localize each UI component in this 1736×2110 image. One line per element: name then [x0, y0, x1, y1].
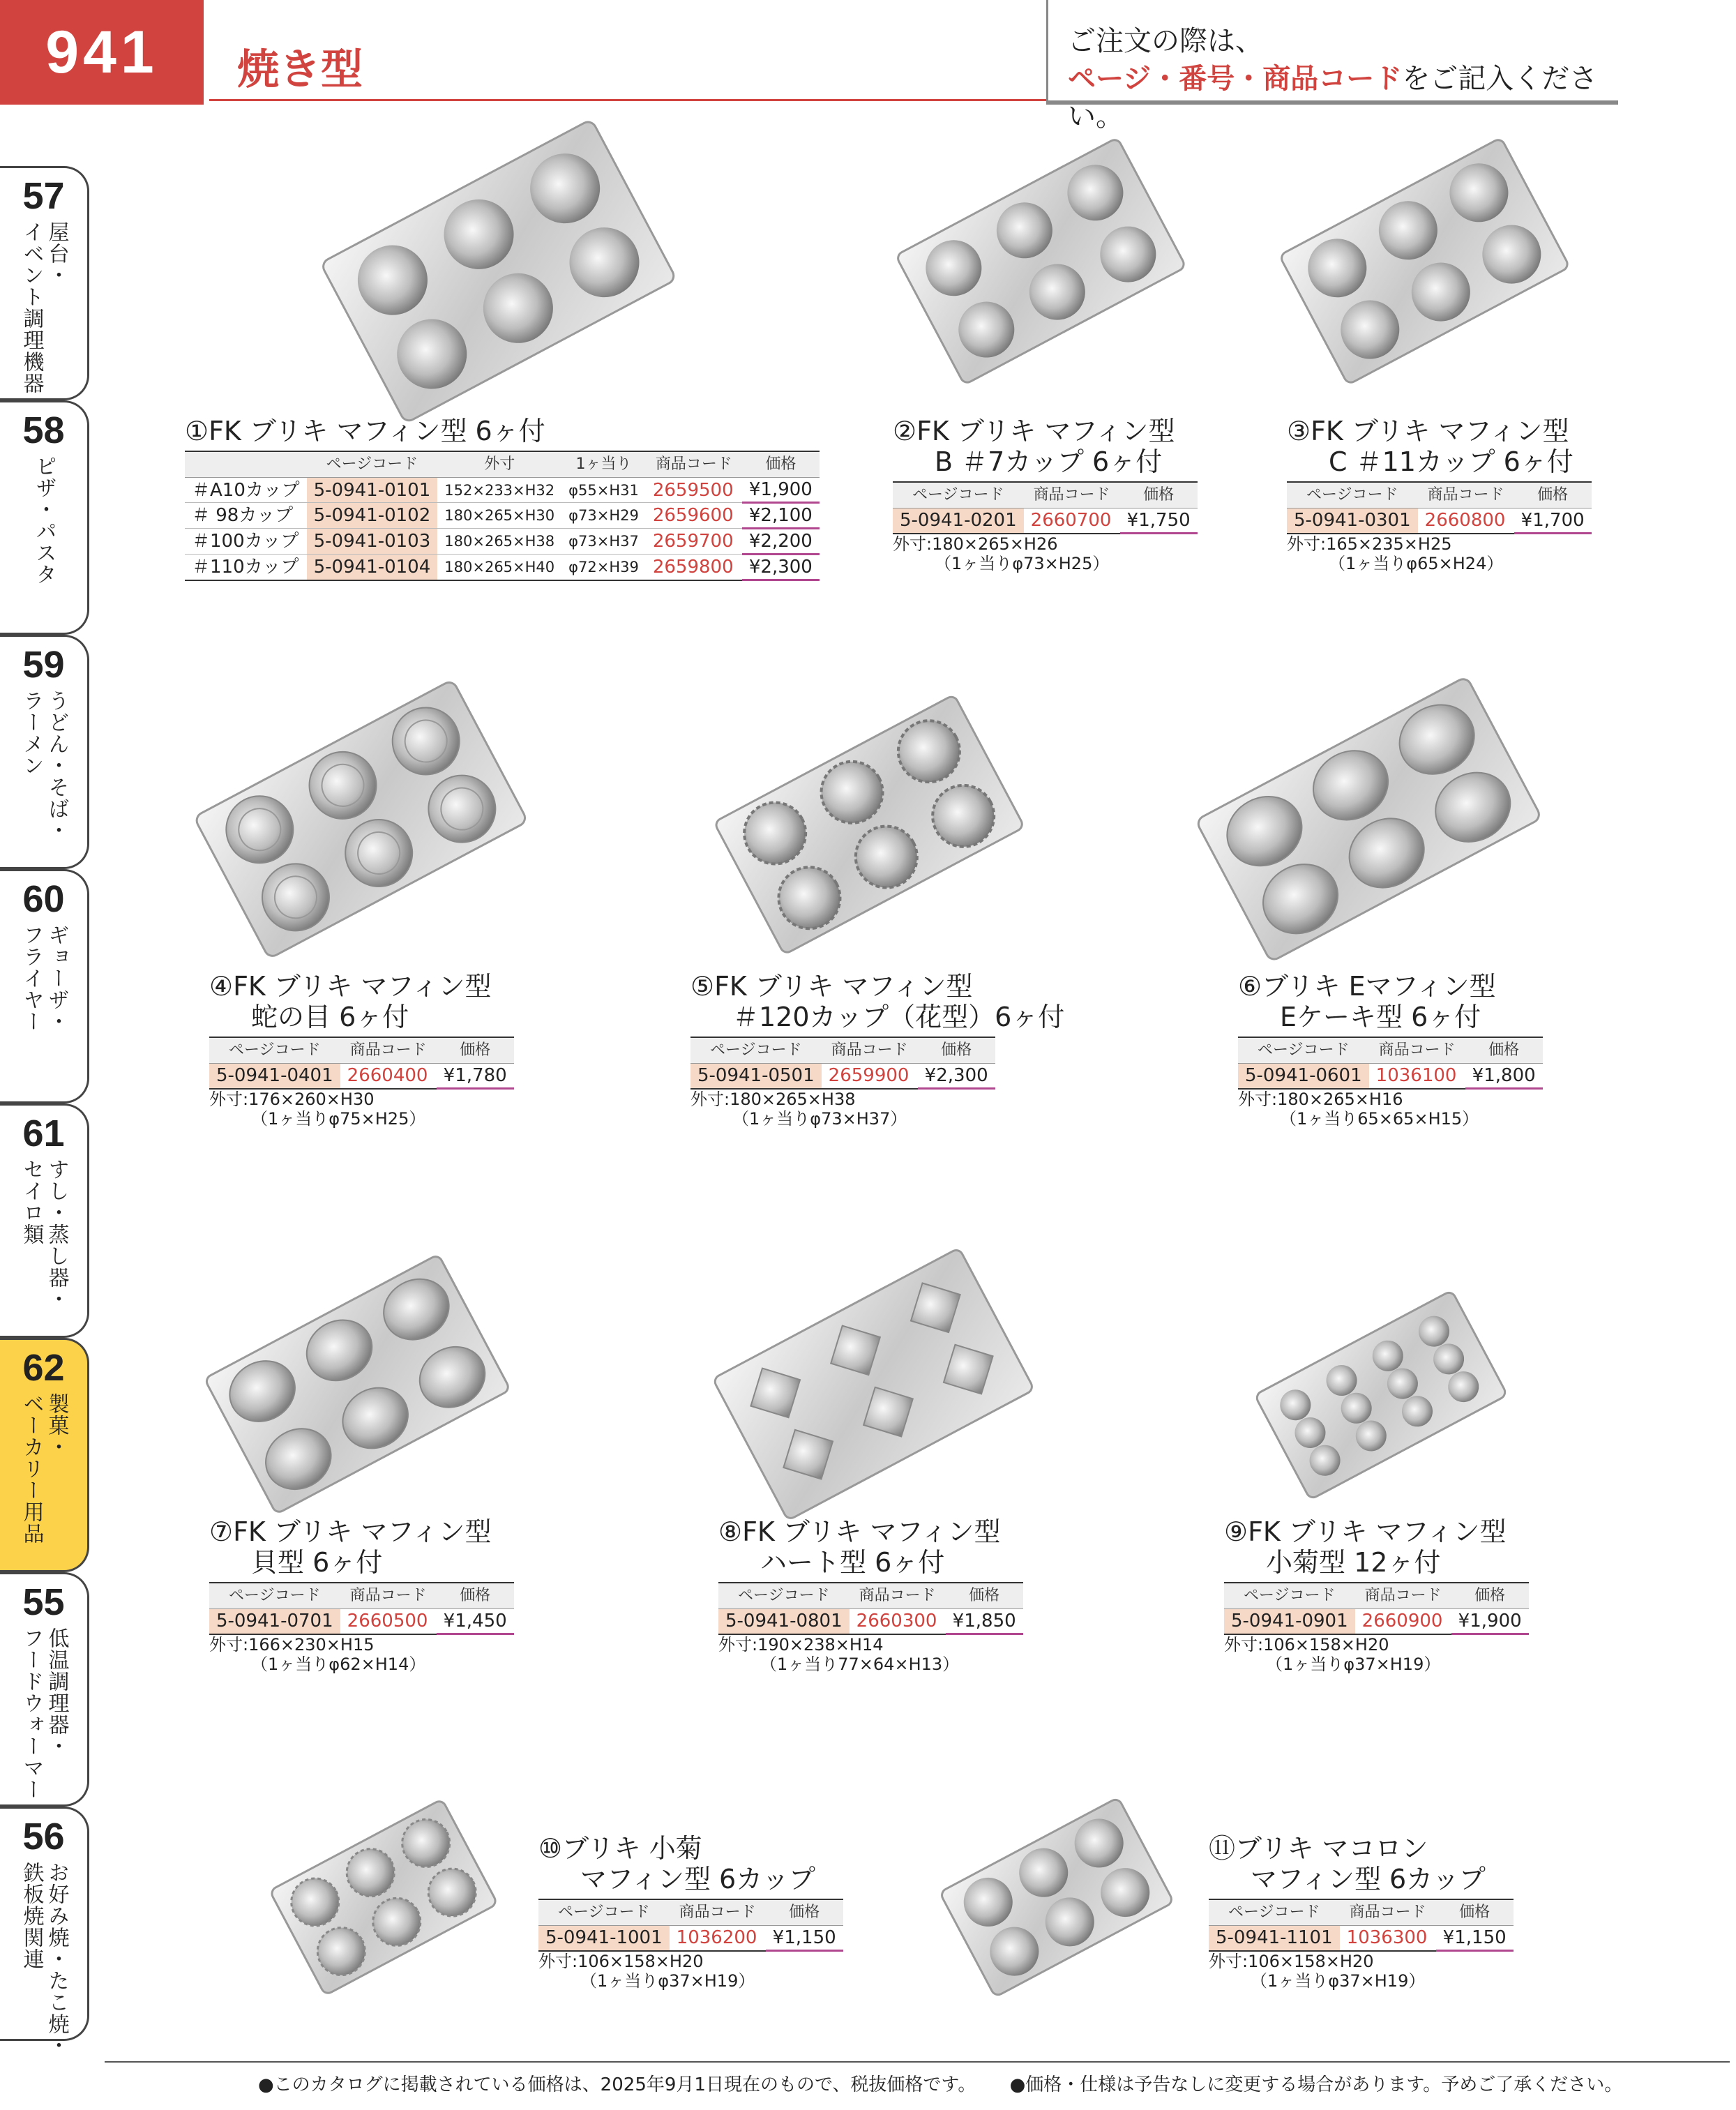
product-photo-6 — [1179, 684, 1555, 949]
col-header: 商品コード — [646, 451, 742, 478]
page-code-cell: 5-0941-1001 — [538, 1926, 670, 1951]
dimensions: 外寸:180×265×H16 — [1238, 1090, 1403, 1109]
per-cup-dimensions: （1ヶ当りφ37×H19） — [580, 1971, 755, 1991]
product-9-table — [1224, 1582, 1529, 1635]
col-header: ページコード — [690, 1037, 822, 1064]
side-tab-number: 61 — [22, 1113, 65, 1154]
col-header: 1ヶ当り — [561, 451, 646, 478]
product-name: ⑩ブリキ 小菊 — [538, 1833, 702, 1864]
table-row — [185, 478, 820, 503]
table-row — [185, 529, 820, 555]
order-notice — [1046, 0, 1618, 133]
side-tab-label — [33, 455, 55, 585]
side-tab-label-col: ピザ・パスタ — [31, 455, 56, 585]
page-code-cell: 5-0941-0901 — [1224, 1609, 1355, 1634]
side-tab-label-col: 屋台・ — [44, 221, 69, 286]
side-tab-61[interactable] — [0, 1103, 89, 1338]
col-header: 価格 — [918, 1037, 995, 1064]
product-name: ③FK ブリキ マフィン型 — [1287, 416, 1569, 446]
product-2 — [893, 416, 1198, 573]
col-header: 価格 — [946, 1583, 1023, 1609]
col-header: ページコード — [307, 451, 438, 478]
per-cup-cell: φ73×H29 — [561, 503, 646, 529]
per-cup-cell: φ72×H39 — [561, 555, 646, 580]
col-header — [185, 451, 307, 478]
page-code-cell: 5-0941-0301 — [1287, 508, 1418, 534]
product-3 — [1287, 416, 1592, 573]
price-cell: ¥2,300 — [742, 555, 820, 580]
table-row — [185, 555, 820, 580]
footer-divider — [105, 2061, 1730, 2063]
page-code-cell: 5-0941-1101 — [1209, 1926, 1340, 1951]
product-8 — [718, 1516, 1023, 1674]
product-4 — [209, 971, 514, 1129]
product-photo-3 — [1269, 133, 1576, 384]
title-divider — [209, 99, 1046, 101]
product-5-table — [690, 1037, 995, 1090]
item-code-cell: 2660500 — [340, 1609, 437, 1634]
col-header: ページコード — [1238, 1037, 1369, 1064]
product-name: ⑪ブリキ マコロン — [1209, 1833, 1428, 1864]
table-row — [893, 508, 1198, 534]
dimensions: 外寸:106×158×H20 — [1209, 1952, 1374, 1971]
product-10-table — [538, 1899, 843, 1952]
side-tab-number: 56 — [22, 1816, 65, 1857]
dimensions: 外寸:180×265×H26 — [893, 534, 1058, 554]
item-code-cell: 1036100 — [1369, 1064, 1465, 1089]
page-code-cell: 5-0941-0103 — [307, 529, 438, 555]
dimensions: 外寸:190×238×H14 — [718, 1635, 884, 1655]
price-cell: ¥1,700 — [1514, 508, 1592, 534]
dimensions: 外寸:166×230×H15 — [209, 1635, 375, 1655]
per-cup-dimensions: （1ヶ当りφ73×H37） — [732, 1109, 907, 1129]
notice-red: ページ・番号・商品コード — [1068, 63, 1403, 95]
page-code-cell: 5-0941-0201 — [893, 508, 1024, 534]
side-tab-label — [20, 1159, 68, 1310]
item-code-cell: 2659900 — [822, 1064, 918, 1089]
notice-line2 — [1068, 60, 1618, 135]
dimensions: 外寸:106×158×H20 — [1224, 1635, 1389, 1655]
table-header — [1224, 1583, 1529, 1609]
side-tab-number: 62 — [22, 1347, 65, 1389]
price-cell: ¥1,450 — [437, 1609, 514, 1634]
outer-cell: 152×233×H32 — [437, 478, 561, 503]
item-code-cell: 2659600 — [646, 503, 742, 529]
product-10 — [538, 1833, 843, 1991]
side-tab-number: 55 — [22, 1581, 65, 1623]
col-header: ページコード — [538, 1899, 670, 1926]
side-tab-label-col: 製菓・ — [44, 1393, 69, 1458]
price-cell: ¥1,150 — [1436, 1926, 1514, 1951]
notice-line1: ご注文の際は、 — [1068, 25, 1263, 57]
col-header: ページコード — [1209, 1899, 1340, 1926]
product-9 — [1224, 1516, 1529, 1674]
product-8-table — [718, 1582, 1023, 1635]
product-name: ⑦FK ブリキ マフィン型 — [209, 1516, 492, 1547]
page-code-cell: 5-0941-0601 — [1238, 1064, 1369, 1089]
item-code-cell: 2660400 — [340, 1064, 437, 1089]
side-tab-number: 60 — [22, 878, 65, 920]
table-row — [209, 1609, 514, 1634]
product-photo-2 — [886, 140, 1193, 377]
col-header: ページコード — [893, 482, 1024, 508]
page-title: 焼き型 — [237, 45, 363, 94]
product-1 — [185, 416, 820, 581]
table-row — [185, 503, 820, 529]
side-tab-55[interactable] — [0, 1572, 89, 1807]
col-header: 商品コード — [340, 1583, 437, 1609]
product-4-table — [209, 1037, 514, 1090]
product-name: ⑥ブリキ Eマフィン型 — [1238, 971, 1496, 1002]
table-header — [1238, 1037, 1543, 1064]
table-header — [718, 1583, 1023, 1609]
page-number: 941 — [0, 0, 204, 105]
table-header — [185, 451, 820, 478]
product-subname: ＃120カップ（花型）6ヶ付 — [732, 1002, 1065, 1032]
size-cell: ＃ 98カップ — [185, 503, 307, 529]
col-header: 商品コード — [822, 1037, 918, 1064]
col-header: ページコード — [209, 1583, 340, 1609]
footer-note-price: ●このカタログに掲載されている価格は、2025年9月1日現在のもので、税抜価格です。 — [258, 2074, 976, 2095]
col-header: 商品コード — [1418, 482, 1514, 508]
table-header — [538, 1899, 843, 1926]
table-row — [1238, 1064, 1543, 1089]
product-subname: ハート型 6ヶ付 — [760, 1547, 945, 1578]
product-photo-8 — [704, 1242, 1039, 1521]
page-code-cell: 5-0941-0104 — [307, 555, 438, 580]
outer-cell: 180×265×H40 — [437, 555, 561, 580]
product-name: ②FK ブリキ マフィン型 — [893, 416, 1175, 446]
footer-note-spec: ●価格・仕様は予告なしに変更する場合があります。予めご了承ください。 — [1009, 2074, 1623, 2095]
product-subname: 小菊型 12ヶ付 — [1266, 1547, 1441, 1578]
side-tab-label — [20, 221, 68, 394]
product-subname: Eケーキ型 6ヶ付 — [1280, 1002, 1481, 1032]
product-3-table — [1287, 481, 1592, 534]
col-header: 価格 — [437, 1037, 514, 1064]
product-subname: マフィン型 6カップ — [1251, 1864, 1486, 1894]
side-tab-58[interactable] — [0, 400, 89, 635]
side-tab-label-col: すし・蒸し器・ — [44, 1159, 69, 1310]
side-tab-label — [20, 1627, 68, 1800]
col-header: 商品コード — [1369, 1037, 1465, 1064]
col-header: 商品コード — [1024, 482, 1120, 508]
col-header: 価格 — [437, 1583, 514, 1609]
col-header: 価格 — [1514, 482, 1592, 508]
product-name: ⑨FK ブリキ マフィン型 — [1224, 1516, 1507, 1547]
per-cup-dimensions: （1ヶ当りφ75×H25） — [251, 1109, 426, 1129]
col-header: 価格 — [1436, 1899, 1514, 1926]
table-row — [1224, 1609, 1529, 1634]
col-header: 価格 — [1120, 482, 1198, 508]
side-tab-label — [20, 1862, 68, 2056]
price-cell: ¥2,300 — [918, 1064, 995, 1089]
side-tab-number: 57 — [22, 175, 65, 217]
product-name: ⑤FK ブリキ マフィン型 — [690, 971, 973, 1002]
col-header: 価格 — [1465, 1037, 1543, 1064]
size-cell: ＃A10カップ — [185, 478, 307, 503]
col-header: 価格 — [1451, 1583, 1529, 1609]
product-photo-10 — [265, 1793, 502, 2002]
product-5 — [690, 971, 1064, 1129]
dimensions: 外寸:165×235×H25 — [1287, 534, 1452, 554]
side-tab-label-col: 鉄板焼関連 — [19, 1862, 44, 1970]
price-cell: ¥1,900 — [1451, 1609, 1529, 1634]
per-cup-cell: φ55×H31 — [561, 478, 646, 503]
page-code-cell: 5-0941-0501 — [690, 1064, 822, 1089]
product-6-table — [1238, 1037, 1543, 1090]
table-row — [690, 1064, 995, 1089]
side-tab-label-col: ベーカリー用品 — [19, 1393, 44, 1544]
per-cup-dimensions: （1ヶ当りφ73×H25） — [935, 554, 1110, 573]
side-tab-number: 58 — [22, 409, 65, 451]
outer-cell: 180×265×H38 — [437, 529, 561, 555]
per-cup-dimensions: （1ヶ当り65×65×H15） — [1280, 1109, 1479, 1129]
product-11 — [1209, 1833, 1514, 1991]
side-tab-57[interactable] — [0, 166, 89, 400]
side-tab-label-col: お好み焼・たこ焼・ — [44, 1862, 69, 2056]
side-tab-label — [20, 1393, 68, 1544]
item-code-cell: 2660700 — [1024, 508, 1120, 534]
product-photo-9 — [1248, 1297, 1514, 1493]
product-subname: マフィン型 6カップ — [580, 1864, 815, 1894]
side-tab-label — [20, 690, 68, 841]
product-7 — [209, 1516, 514, 1674]
col-header: 商品コード — [340, 1037, 437, 1064]
item-code-cell: 2660900 — [1355, 1609, 1451, 1634]
side-tab-label-col: フライヤー — [19, 924, 44, 1032]
product-subname: B ＃7カップ 6ヶ付 — [935, 446, 1163, 477]
product-2-table — [893, 481, 1198, 534]
price-cell: ¥2,200 — [742, 529, 820, 555]
col-header: ページコード — [718, 1583, 850, 1609]
side-tab-label-col: うどん・そば・ — [44, 690, 69, 841]
product-6 — [1238, 971, 1543, 1129]
product-subname: 蛇の目 6ヶ付 — [251, 1002, 409, 1032]
dimensions: 外寸:176×260×H30 — [209, 1090, 375, 1109]
table-header — [1209, 1899, 1514, 1926]
product-1-table — [185, 451, 820, 581]
per-cup-dimensions: （1ヶ当りφ37×H19） — [1266, 1655, 1441, 1674]
price-cell: ¥1,780 — [437, 1064, 514, 1089]
product-7-table — [209, 1582, 514, 1635]
price-cell: ¥1,150 — [766, 1926, 843, 1951]
dimensions: 外寸:180×265×H38 — [690, 1090, 856, 1109]
page-code-cell: 5-0941-0101 — [307, 478, 438, 503]
size-cell: ＃110カップ — [185, 555, 307, 580]
side-tab-label-col: 低温調理器・ — [44, 1627, 69, 1757]
table-header — [893, 482, 1198, 508]
side-tab-60[interactable] — [0, 869, 89, 1103]
page-code-cell: 5-0941-0102 — [307, 503, 438, 529]
per-cup-cell: φ73×H37 — [561, 529, 646, 555]
size-cell: ＃100カップ — [185, 529, 307, 555]
product-name: ⑧FK ブリキ マフィン型 — [718, 1516, 1001, 1547]
table-header — [209, 1583, 514, 1609]
product-subname: C ＃11カップ 6ヶ付 — [1329, 446, 1573, 477]
price-cell: ¥1,900 — [742, 478, 820, 503]
price-cell: ¥2,100 — [742, 503, 820, 529]
col-header: 価格 — [766, 1899, 843, 1926]
item-code-cell: 2659500 — [646, 478, 742, 503]
product-photo-5 — [704, 698, 1032, 949]
table-header — [209, 1037, 514, 1064]
side-tab-label-col: イベント調理機器 — [19, 221, 44, 394]
item-code-cell: 1036200 — [670, 1926, 766, 1951]
table-header — [690, 1037, 995, 1064]
item-code-cell: 2660300 — [850, 1609, 946, 1634]
product-subname: 貝型 6ヶ付 — [251, 1547, 383, 1578]
per-cup-dimensions: （1ヶ当りφ65×H24） — [1329, 554, 1504, 573]
product-photo-11 — [935, 1793, 1179, 2002]
col-header: 価格 — [742, 451, 820, 478]
side-tab-56[interactable] — [0, 1807, 89, 2056]
outer-cell: 180×265×H30 — [437, 503, 561, 529]
item-code-cell: 2659800 — [646, 555, 742, 580]
col-header: ページコード — [1224, 1583, 1355, 1609]
item-code-cell: 2659700 — [646, 529, 742, 555]
col-header: ページコード — [1287, 482, 1418, 508]
side-tab-62[interactable] — [0, 1338, 89, 1572]
price-cell: ¥1,750 — [1120, 508, 1198, 534]
col-header: 商品コード — [1355, 1583, 1451, 1609]
side-tab-label-col: セイロ類 — [19, 1159, 44, 1245]
col-header: 商品コード — [1340, 1899, 1436, 1926]
side-tab-label-col: ラーメン — [19, 690, 44, 776]
product-11-table — [1209, 1899, 1514, 1952]
page-code-cell: 5-0941-0401 — [209, 1064, 340, 1089]
col-header: ページコード — [209, 1037, 340, 1064]
dimensions: 外寸:106×158×H20 — [538, 1952, 704, 1971]
table-row — [209, 1064, 514, 1089]
item-code-cell: 1036300 — [1340, 1926, 1436, 1951]
item-code-cell: 2660800 — [1418, 508, 1514, 534]
price-cell: ¥1,800 — [1465, 1064, 1543, 1089]
table-row — [1209, 1926, 1514, 1951]
col-header: 商品コード — [850, 1583, 946, 1609]
table-row — [538, 1926, 843, 1951]
side-tab-label-col: ギョーザ・ — [44, 924, 69, 1032]
product-name: ④FK ブリキ マフィン型 — [209, 971, 492, 1002]
product-photo-1 — [300, 140, 690, 391]
page-code-cell: 5-0941-0801 — [718, 1609, 850, 1634]
side-tab-label — [20, 924, 68, 1032]
footer-notes — [258, 2070, 1650, 2096]
price-cell: ¥1,850 — [946, 1609, 1023, 1634]
per-cup-dimensions: （1ヶ当り77×64×H13） — [760, 1655, 960, 1674]
col-header: 商品コード — [670, 1899, 766, 1926]
table-row — [718, 1609, 1023, 1634]
product-photo-4 — [178, 684, 541, 949]
side-tab-label-col: フードウォーマー — [19, 1627, 44, 1800]
product-name: ①FK ブリキ マフィン型 6ヶ付 — [185, 416, 545, 446]
table-header — [1287, 482, 1592, 508]
per-cup-dimensions: （1ヶ当りφ62×H14） — [251, 1655, 426, 1674]
notice-tail: をご記入ください。 — [1068, 63, 1598, 133]
page-code-cell: 5-0941-0701 — [209, 1609, 340, 1634]
side-tab-number: 59 — [22, 644, 65, 686]
table-row — [1287, 508, 1592, 534]
per-cup-dimensions: （1ヶ当りφ37×H19） — [1251, 1971, 1426, 1991]
side-tab-59[interactable] — [0, 635, 89, 869]
col-header: 外寸 — [437, 451, 561, 478]
product-photo-7 — [195, 1249, 516, 1514]
